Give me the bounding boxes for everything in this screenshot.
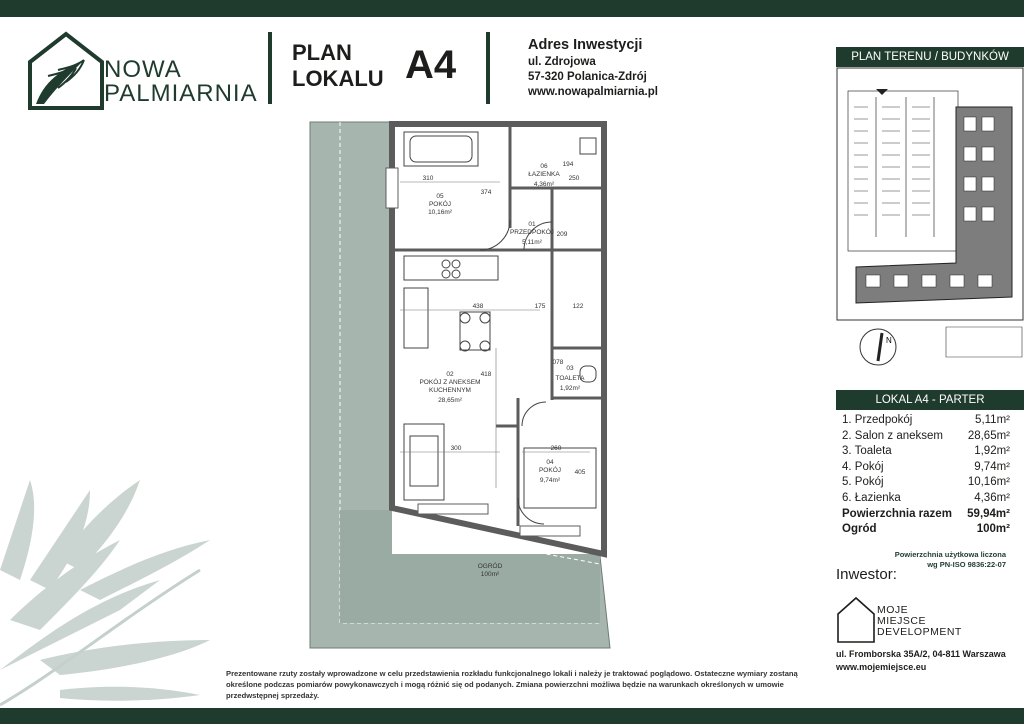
room-2-area: 28,65m² [438, 397, 462, 404]
brand-line-1: NOWA [104, 56, 182, 83]
room-1-num: 01 [528, 221, 536, 228]
dim-175: 175 [534, 303, 546, 310]
table-row: 6. Łazienka 4,36m² [842, 491, 1010, 504]
table-row: 5. Pokój 10,16m² [842, 476, 1010, 489]
dim-438: 438 [472, 303, 484, 310]
dim-209: 209 [556, 231, 568, 238]
palm-leaf-decoration [0, 470, 230, 710]
address-web: www.nowapalmiarnia.pl [528, 86, 658, 98]
room-1-area: 5,11m² [522, 239, 542, 246]
disclaimer-text: Prezentowane rzuty zostały wprowadzone w celu przedstawienia rozkładu funkcjonalnego lokali i należy je traktować poglądowo. Ostateczne wymiary zostaną określone podczas pomiarów powykonawczych i mogą różnić się od podanych. Zmiana powierzchni możliwa będzie na warunkach określonych w umowie przedwstępnej sprzedaży. [226, 669, 798, 700]
address-city: 57-320 Polanica-Zdrój [528, 71, 647, 83]
room-1-name: PRZEDPOKÓJ [509, 229, 555, 236]
room-4-area: 9,74m² [539, 477, 561, 484]
table-row: 1. Przedpokój 5,11m² [842, 414, 1010, 426]
dim-260: 260 [550, 445, 562, 452]
room-6-name: ŁAZIENKA [528, 171, 560, 178]
room-3-name: TOALETA [555, 375, 585, 382]
garden-area-value: 100m² [480, 571, 500, 578]
site-plan-drawing [836, 67, 1024, 367]
address-title: Adres Inwestycji [528, 37, 643, 53]
room-2-name: POKÓJ Z ANEKSEM [419, 379, 481, 386]
header-divider-2 [486, 32, 490, 104]
room-5-name: POKÓJ [428, 201, 452, 208]
developer-address: ul. Fromborska 35A/2, 04-811 Warszawa www.mojemiejsce.eu [836, 649, 1006, 672]
plan-title [292, 40, 384, 92]
plan-word-2: LOKALU [292, 66, 384, 91]
developer-name: MOJE MIEJSCE DEVELOPMENT [877, 604, 962, 638]
unit-area-table [842, 413, 1010, 538]
dim-405: 405 [574, 469, 586, 476]
floor-plan [300, 118, 620, 650]
garden-row: Ogród 100m² [842, 523, 1010, 536]
garden-name: OGRÓD [477, 563, 503, 570]
table-row: 3. Toaleta 1,92m² [842, 445, 1010, 458]
dim-250: 250 [568, 175, 580, 182]
dim-194: 194 [562, 161, 574, 168]
unit-code: A4 [405, 43, 457, 87]
brand-line-2: PALMIARNIA [104, 80, 258, 107]
room-4-name: POKÓJ [538, 467, 562, 474]
dim-078: 078 [552, 359, 564, 366]
dim-374: 374 [480, 189, 492, 196]
address-street: ul. Zdrojowa [528, 56, 596, 68]
room-2-name2: KUCHENNYM [429, 387, 471, 394]
room-6-area: 4,36m² [533, 181, 555, 188]
dim-122: 122 [572, 303, 584, 310]
room-2-num: 02 [446, 371, 454, 378]
area-norm-note: Powierzchnia użytkowa liczona wg PN-ISO 9836:22-07 [894, 550, 1006, 569]
room-3-num: 03 [566, 365, 574, 372]
top-band [0, 0, 1024, 17]
header-divider-1 [268, 32, 272, 104]
dim-418: 418 [480, 371, 492, 378]
table-row: 4. Pokój 9,74m² [842, 460, 1010, 473]
plan-word-1: PLAN [292, 40, 352, 65]
site-plan-header: PLAN TERENU / BUDYNKÓW [836, 47, 1024, 67]
total-row: Powierzchnia razem 59,94m² [842, 507, 1010, 520]
room-5-area: 10,16m² [428, 209, 452, 216]
room-6-num: 06 [540, 163, 548, 170]
investment-address [528, 36, 658, 100]
investor-label: Inwestor: [836, 566, 897, 583]
bottom-band [0, 708, 1024, 724]
room-4-num: 04 [546, 459, 554, 466]
dim-310: 310 [422, 175, 434, 182]
room-5-num: 05 [436, 193, 444, 200]
table-row: 2. Salon z aneksem 28,65m² [842, 429, 1010, 442]
dim-300: 300 [450, 445, 462, 452]
room-3-area: 1,92m² [559, 385, 581, 392]
unit-table-header: LOKAL A4 - PARTER [836, 390, 1024, 410]
brand-name [104, 58, 258, 106]
compass-label: N [886, 336, 892, 345]
